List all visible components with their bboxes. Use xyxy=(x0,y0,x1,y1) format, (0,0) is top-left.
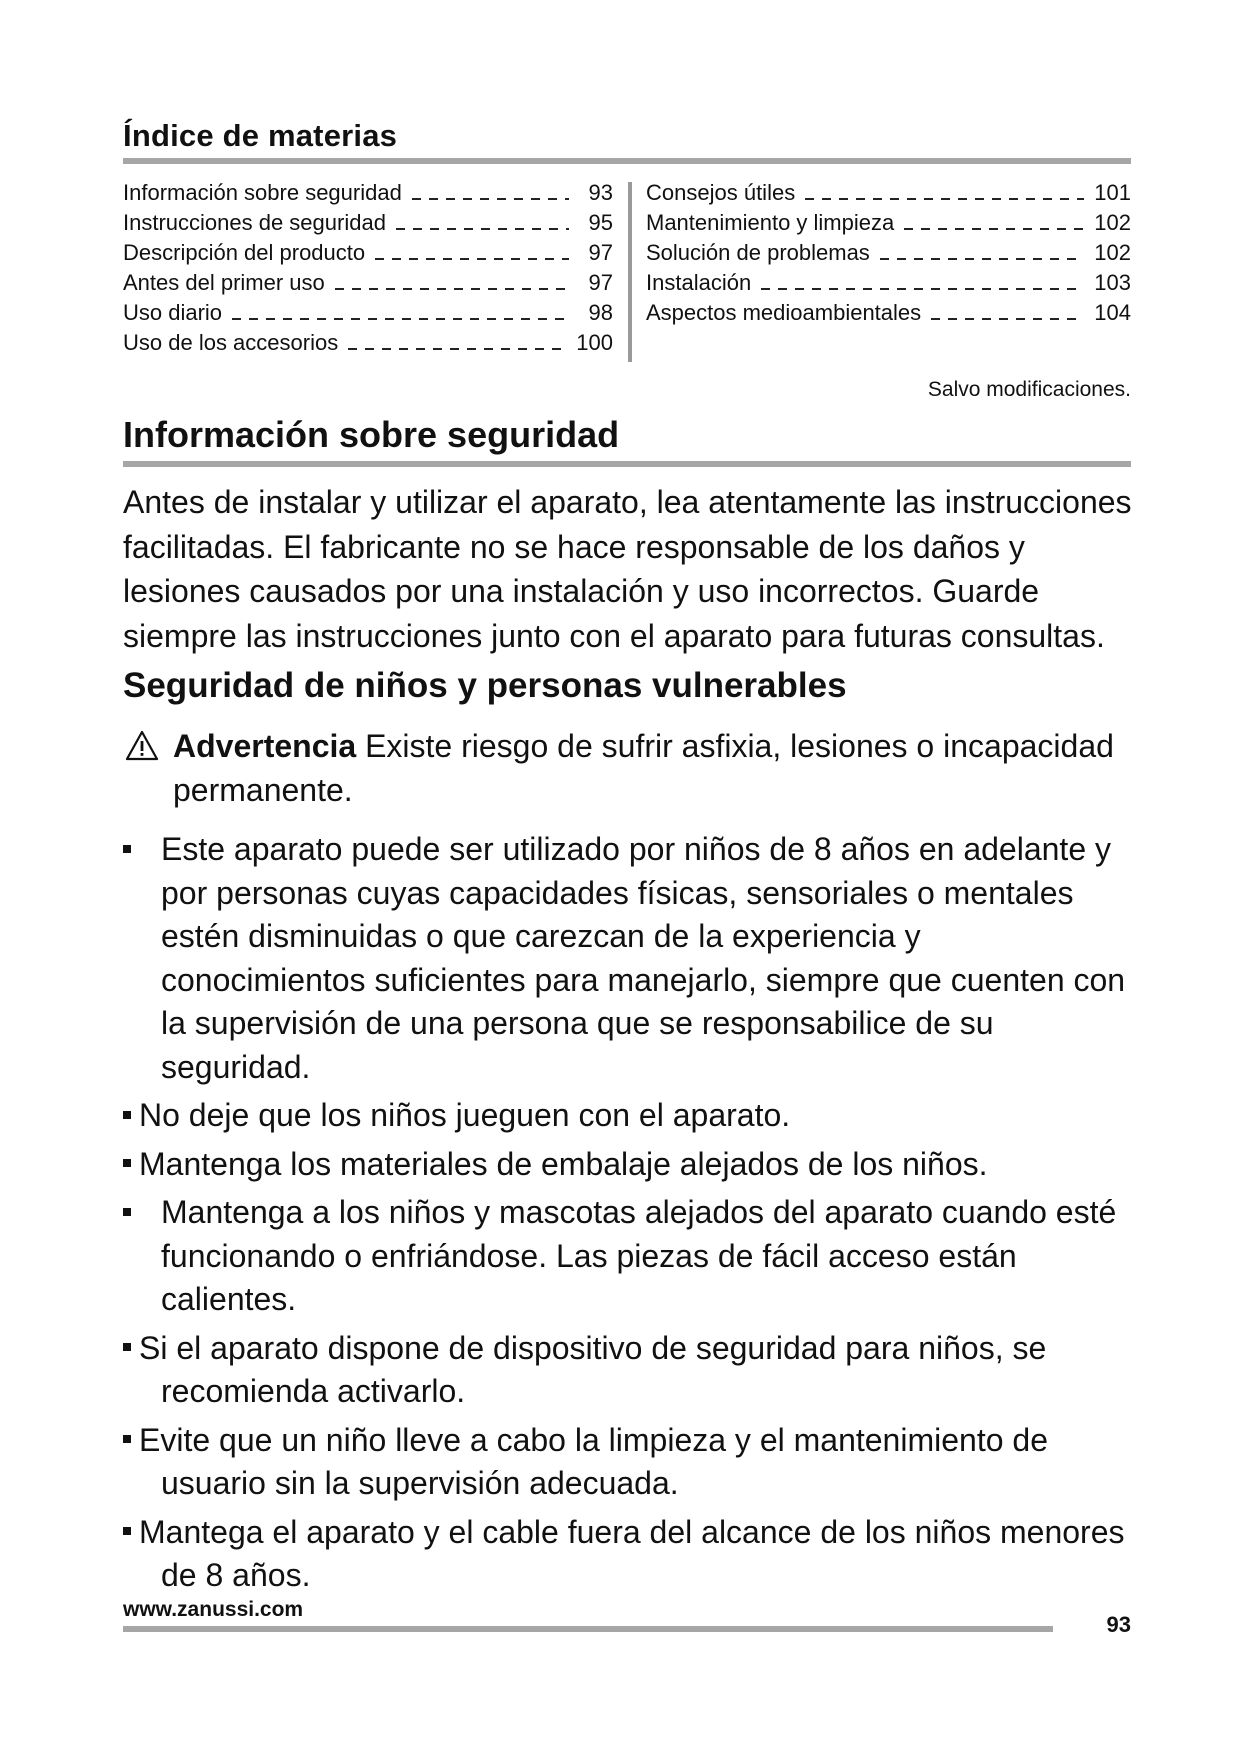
toc-entry[interactable] xyxy=(646,298,1131,328)
list-item-text: Mantega el aparato y el cable fuera del alcance de los niños menores de 8 años. xyxy=(139,1513,1125,1593)
toc-entry-page: 103 xyxy=(1094,270,1131,295)
toc-entry[interactable] xyxy=(646,178,1131,208)
toc-entry-label: Uso de los accesorios xyxy=(123,330,339,355)
toc-entry[interactable] xyxy=(646,268,1131,298)
list-item-text: Este aparato puede ser utilizado por niños de 8 años en adelante y por personas cuyas capacidades físicas, sensoriales o mentales estén disminuidas o que carezcan de la experiencia y conocimientos suficientes para manejarlo, siempre que cuenten con la supervisión de una persona que se responsabilice de su seguridad. xyxy=(161,831,1126,1085)
toc-leader xyxy=(931,318,1084,320)
toc-entry-label: Uso diario xyxy=(123,300,223,325)
list-item xyxy=(123,1094,1133,1138)
toc-left-column xyxy=(123,178,613,358)
list-item-text: Evite que un niño lleve a cabo la limpieza y el mantenimiento de usuario sin la supervisión adecuada. xyxy=(139,1421,1048,1501)
toc-entry-page: 93 xyxy=(588,180,613,205)
list-item-text: No deje que los niños jueguen con el aparato. xyxy=(139,1097,791,1133)
toc-leader xyxy=(348,348,566,350)
safety-heading: Información sobre seguridad xyxy=(123,414,620,455)
bullet-icon xyxy=(123,1343,131,1351)
bullet-icon xyxy=(123,1208,131,1216)
list-item xyxy=(123,1191,1133,1322)
toc-column-divider xyxy=(628,182,632,362)
toc-entry-label: Antes del primer uso xyxy=(123,270,325,295)
toc-leader xyxy=(761,288,1084,290)
safety-rule xyxy=(123,461,1131,467)
toc-leader xyxy=(232,318,569,320)
children-heading: Seguridad de niños y personas vulnerables xyxy=(123,666,847,705)
toc-entry-label: Información sobre seguridad xyxy=(123,180,402,205)
list-item xyxy=(123,1143,1133,1187)
list-item-text: Mantenga los materiales de embalaje alejados de los niños. xyxy=(139,1145,988,1182)
bullet-icon xyxy=(123,1435,131,1443)
list-item xyxy=(123,828,1133,1089)
bullet-icon xyxy=(123,845,131,853)
toc-entry-label: Mantenimiento y limpieza xyxy=(646,210,895,235)
toc-entry-page: 100 xyxy=(576,330,613,355)
toc-leader xyxy=(335,288,569,290)
toc-entry[interactable] xyxy=(123,268,613,298)
toc-entry[interactable] xyxy=(123,328,613,358)
toc-leader xyxy=(396,228,569,230)
list-item xyxy=(123,1511,1133,1598)
toc-entry-label: Instalación xyxy=(646,270,752,295)
list-item-text: Mantenga a los niños y mascotas alejados del aparato cuando esté funcionando o enfriándose. Las piezas de fácil acceso están calientes. xyxy=(161,1194,1117,1317)
safety-intro: Antes de instalar y utilizar el aparato, lea atentamente las instrucciones facilitadas. El fabricante no se hace responsable de los daños y lesiones causados por una instalación y uso incorrectos. Guarde siempre las instrucciones junto con el aparato para futuras consultas. xyxy=(123,484,1132,654)
warning-text-wrap xyxy=(173,724,1131,812)
toc-heading: Índice de materias xyxy=(123,118,398,153)
toc-entry-label: Consejos útiles xyxy=(646,180,796,205)
bullet-icon xyxy=(123,1527,131,1535)
toc-entry-label: Solución de problemas xyxy=(646,240,870,265)
toc-entry-label: Instrucciones de seguridad xyxy=(123,210,386,235)
toc-entry-page: 102 xyxy=(1094,240,1131,265)
toc-entry-page: 101 xyxy=(1094,180,1131,205)
manual-page xyxy=(123,0,1131,1754)
toc-leader xyxy=(412,198,569,200)
toc-rule xyxy=(123,158,1131,164)
toc-leader xyxy=(375,258,569,260)
toc-entry[interactable] xyxy=(123,208,613,238)
warning-block xyxy=(123,724,1131,812)
toc-entry-page: 98 xyxy=(588,300,613,325)
toc-entry-page: 102 xyxy=(1094,210,1131,235)
footer-rule xyxy=(123,1626,1053,1632)
toc-entry-page: 97 xyxy=(588,270,613,295)
footer-website-link[interactable]: www.zanussi.com xyxy=(123,1598,304,1621)
toc-entry[interactable] xyxy=(123,298,613,328)
toc-entry[interactable] xyxy=(646,208,1131,238)
toc-right-column xyxy=(646,178,1131,328)
bullet-icon xyxy=(123,1111,131,1119)
safety-bullet-list xyxy=(123,828,1133,1603)
toc-entry[interactable] xyxy=(123,178,613,208)
toc-entry-label: Aspectos medioambientales xyxy=(646,300,922,325)
toc-leader xyxy=(904,228,1084,230)
warning-title: Advertencia xyxy=(173,728,357,764)
bullet-icon xyxy=(123,1159,131,1167)
list-item xyxy=(123,1327,1133,1414)
toc-entry-page: 95 xyxy=(588,210,613,235)
toc-entry[interactable] xyxy=(123,238,613,268)
toc-entry-label: Descripción del producto xyxy=(123,240,366,265)
toc-leader xyxy=(880,258,1084,260)
warning-text: Existe riesgo de sufrir asfixia, lesiones o incapacidad permanente. xyxy=(173,728,1114,808)
list-item-text: Si el aparato dispone de dispositivo de seguridad para niños, se recomienda activarlo. xyxy=(139,1329,1047,1409)
toc-leader xyxy=(805,198,1084,200)
toc-entry-page: 97 xyxy=(588,240,613,265)
toc-entry[interactable] xyxy=(646,238,1131,268)
list-item xyxy=(123,1419,1133,1506)
warning-triangle-icon xyxy=(125,730,159,762)
toc-entry-page: 104 xyxy=(1094,300,1131,325)
page-number: 93 xyxy=(1106,1612,1131,1637)
table-of-contents xyxy=(123,178,1131,364)
changes-note: Salvo modificaciones. xyxy=(927,378,1131,401)
